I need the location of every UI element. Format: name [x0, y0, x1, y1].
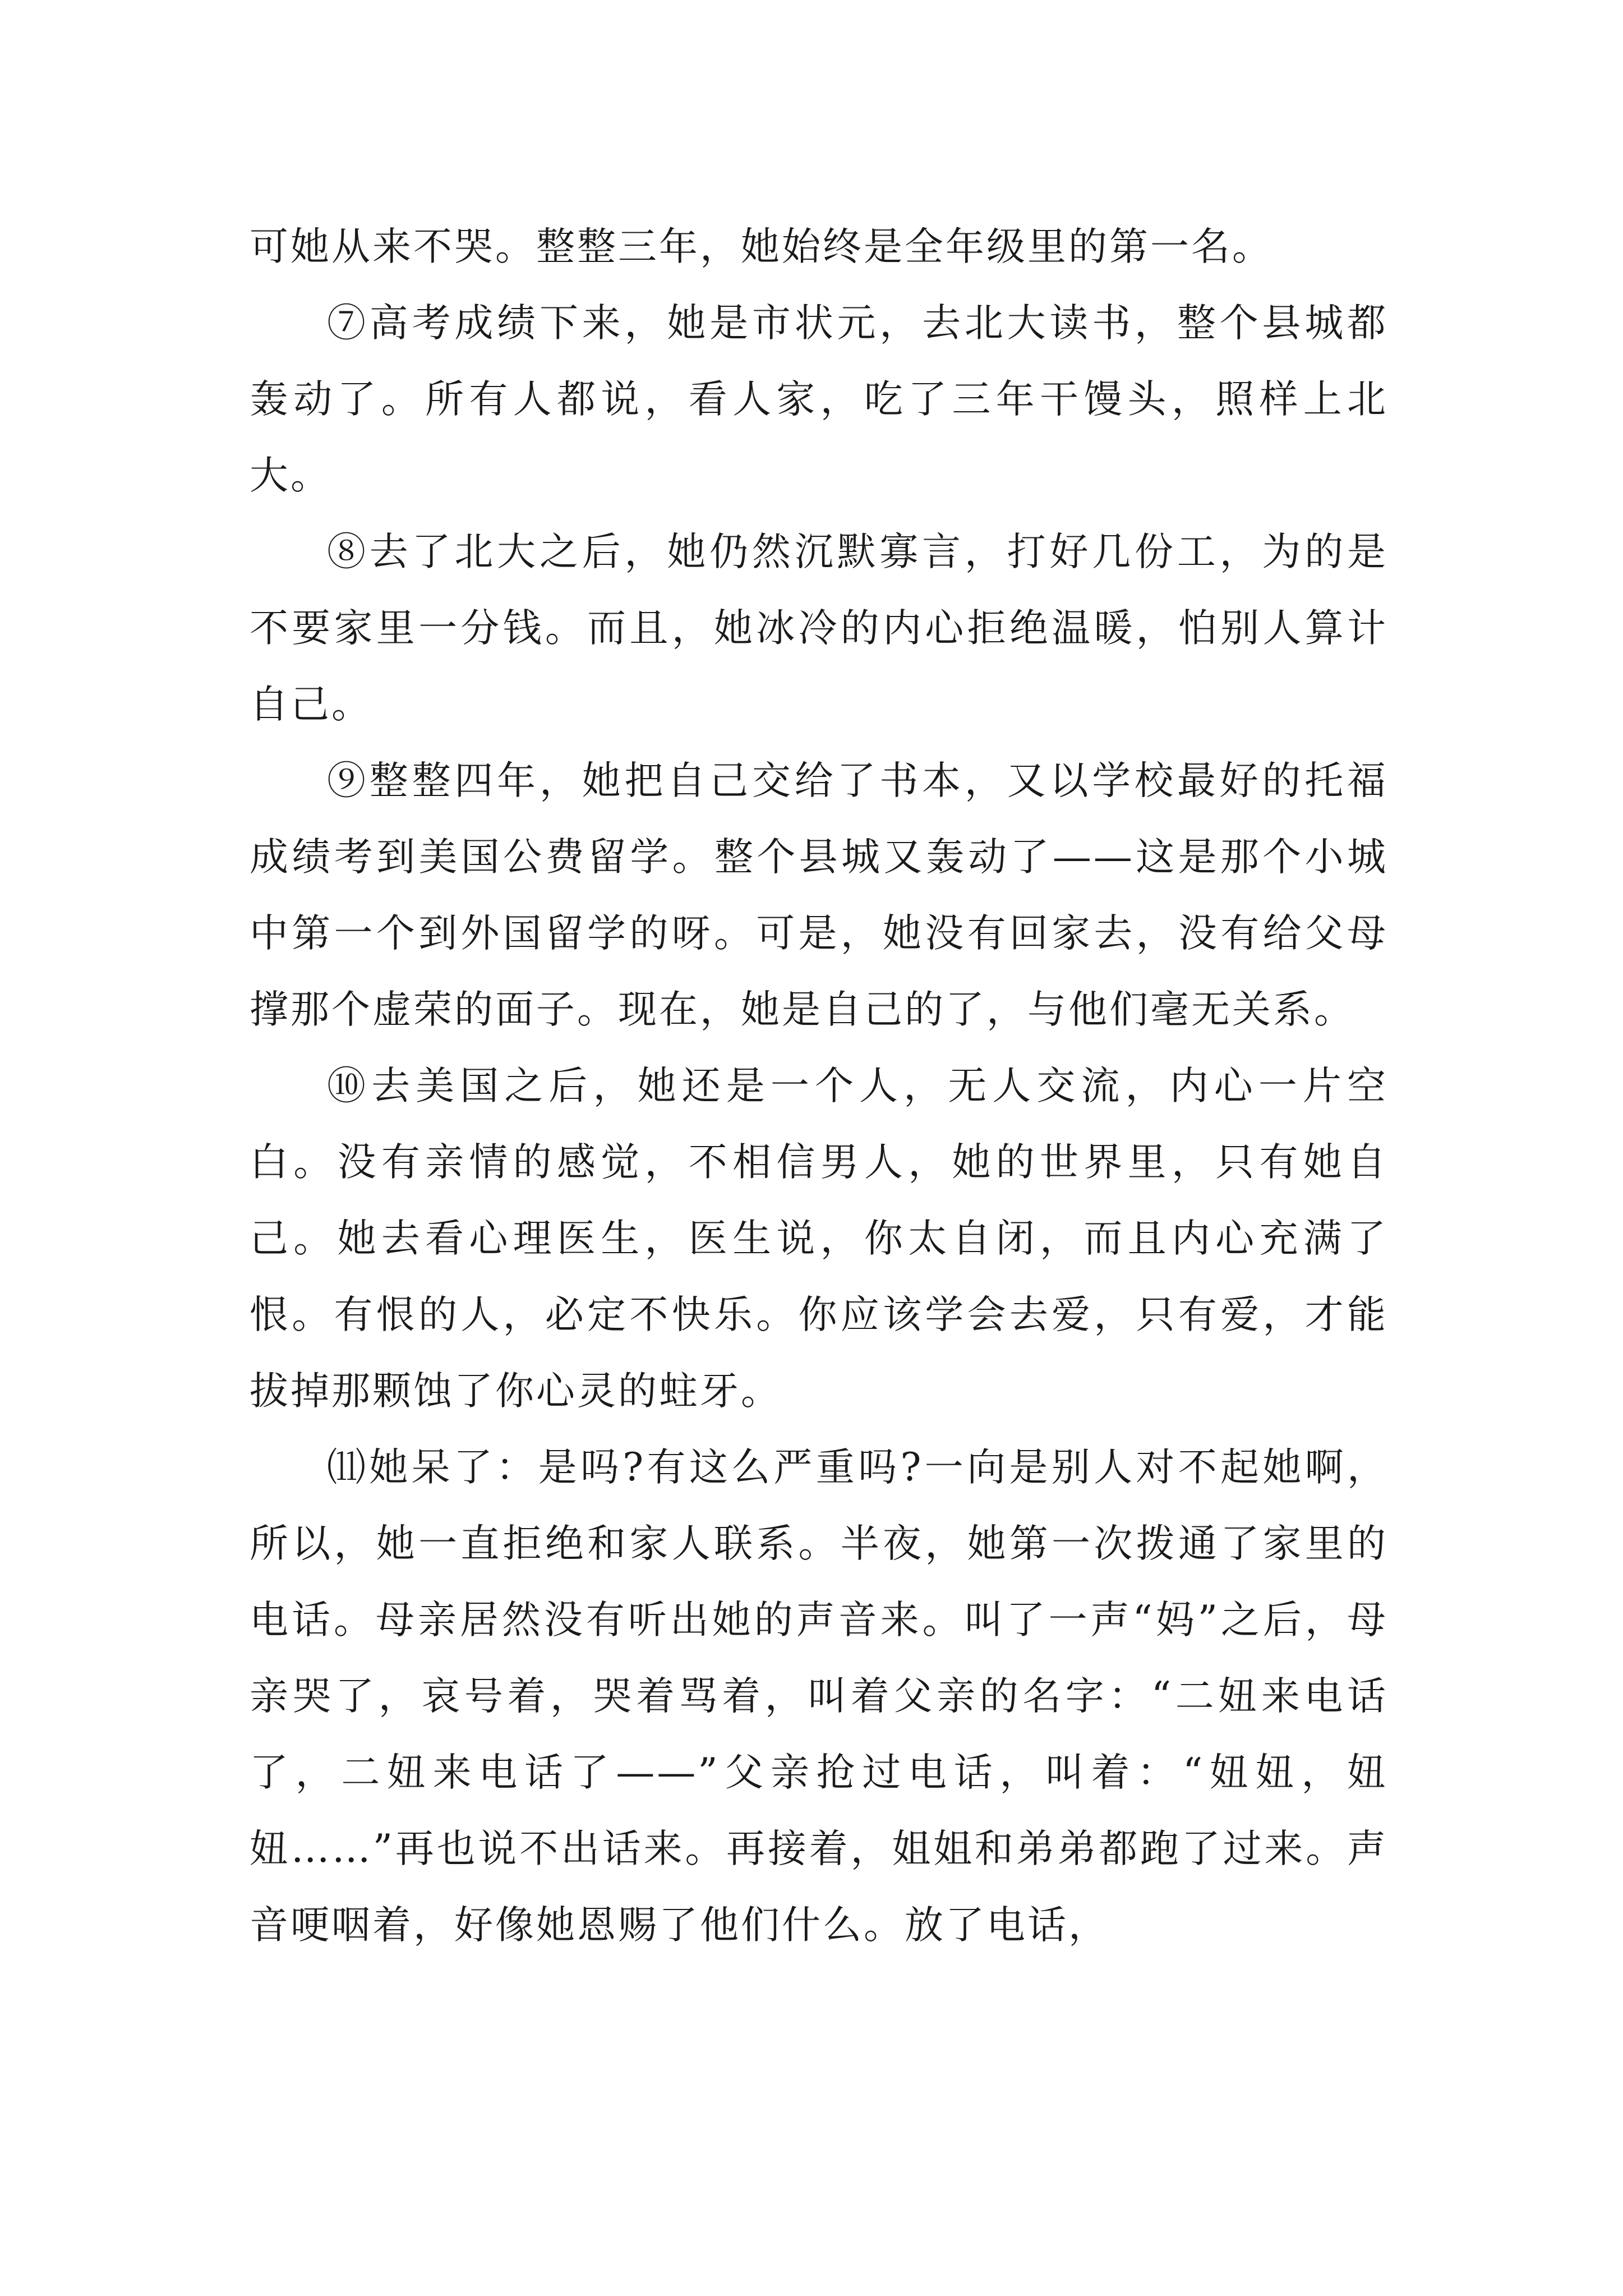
- paragraph-continuation: 可她从来不哭。整整三年，她始终是全年级里的第一名。: [250, 224, 1273, 269]
- article-body: [250, 209, 1388, 1963]
- paragraph-8: ⑧去了北大之后，她仍然沉默寡言，打好几份工，为的是不要家里一分钱。而且，她冰冷的内心拒绝温暖，怕别人算计自己。: [250, 530, 1388, 727]
- paragraph-9: ⑨整整四年，她把自己交给了书本，又以学校最好的托福成绩考到美国公费留学。整个县城又轰动了——这是那个小城中第一个到外国留学的呀。可是，她没有回家去，没有给父母撑那个虚荣的面子。现在，她是自己的了，与他们毫无关系。: [250, 758, 1388, 1032]
- paragraph-7: ⑦高考成绩下来，她是市状元，去北大读书，整个县城都轰动了。所有人都说，看人家，吃了三年干馒头，照样上北大。: [250, 301, 1388, 498]
- paragraph-11: ⑾她呆了：是吗?有这么严重吗?一向是别人对不起她啊，所以，她一直拒绝和家人联系。半夜，她第一次拨通了家里的电话。母亲居然没有听出她的声音来。叫了一声“妈”之后，母亲哭了，哀号着，哭着骂着，叫着父亲的名字：“二妞来电话了，二妞来电话了——”父亲抢过电话，叫着：“妞妞，妞妞……”再也说不出话来。再接着，姐姐和弟弟都跑了过来。声音哽咽着，好像她恩赐了他们什么。放了电话，: [250, 1445, 1388, 1948]
- paragraph-10: ⑩去美国之后，她还是一个人，无人交流，内心一片空白。没有亲情的感觉，不相信男人，她的世界里，只有她自己。她去看心理医生，医生说，你太自闭，而且内心充满了恨。有恨的人，必定不快乐。你应该学会去爱，只有爱，才能拔掉那颗蚀了你心灵的蛀牙。: [250, 1064, 1388, 1414]
